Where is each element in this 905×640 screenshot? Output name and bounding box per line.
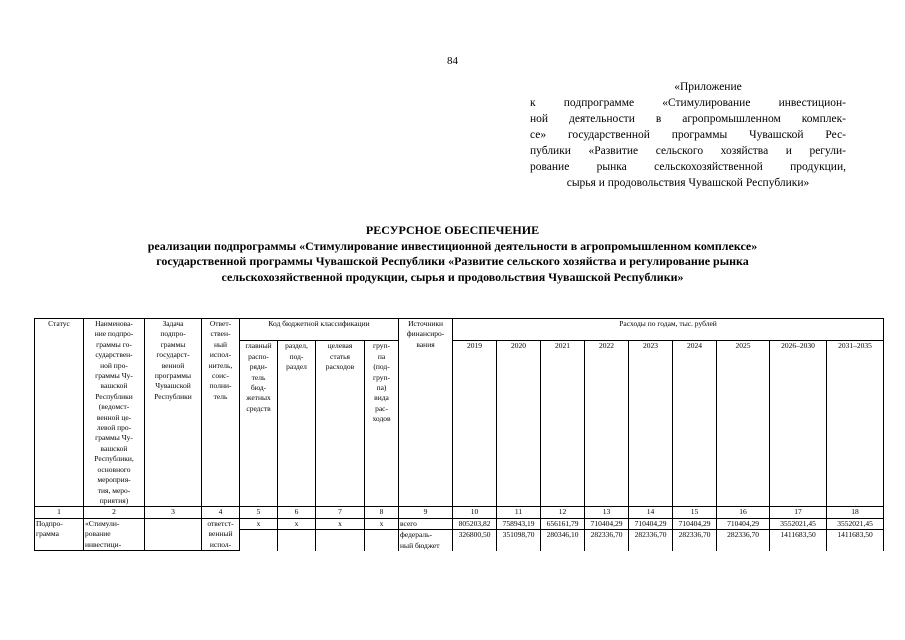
row-value: 351098,70 [497,530,541,551]
title-line: реализации подпрограммы «Стимулирование инвестиционной деятельности в агропромышленном комплексе» [147,238,758,253]
row-code [365,530,399,551]
header-code-gr: главный распо- ряди- тель бюд- жетных средств [240,341,278,507]
row-name: «Стимули- рование инвестици- [84,518,145,551]
appendix-line: к подпрограмме «Стимулирование инвестицион- [530,97,846,109]
column-numbers-row [35,507,884,518]
row-value: 710404,29 [673,518,717,529]
row-value: 1411683,50 [827,530,884,551]
appendix-note [530,79,846,191]
column-number: 8 [365,507,399,518]
column-number: 7 [316,507,365,518]
row-value: 710404,29 [717,518,770,529]
row-value: 805203,82 [453,518,497,529]
row-executor: ответст- венный испол- [202,518,240,551]
row-code [316,530,365,551]
document-title [0,223,905,285]
header-executor: Ответ- ствен- ный испол- нитель, соис- полни- тель [202,319,240,507]
column-number: 16 [717,507,770,518]
header-year: 2031–2035 [827,341,884,507]
row-source: всего [399,518,453,529]
column-number: 6 [278,507,316,518]
header-status: Статус [35,319,84,507]
column-number: 2 [84,507,145,518]
row-value: 282336,70 [673,530,717,551]
header-expenses: Расходы по годам, тыс. рублей [453,319,884,341]
header-year: 2023 [629,341,673,507]
title-line: РЕСУРСНОЕ ОБЕСПЕЧЕНИЕ [365,223,540,237]
table-row [35,518,884,529]
row-value: 710404,29 [629,518,673,529]
header-year: 2025 [717,341,770,507]
title-line: сельскохозяйственной продукции, сырья и продовольствия Чувашской Республики» [221,269,684,284]
row-value: 1411683,50 [770,530,827,551]
column-number: 9 [399,507,453,518]
row-code: х [278,518,316,529]
row-value: 710404,29 [585,518,629,529]
column-number: 14 [629,507,673,518]
appendix-line: «Приложение [674,81,742,93]
appendix-line: рование рынка сельскохозяйственной продукции, [530,161,846,173]
resource-table [34,318,884,551]
header-row [35,319,884,341]
column-number: 17 [770,507,827,518]
header-year: 2021 [541,341,585,507]
row-code [278,530,316,551]
header-task: Задача подпро- граммы государст- венной программы Чувашской Республики [145,319,202,507]
row-code: х [365,518,399,529]
header-budget-code: Код бюджетной классификации [240,319,399,341]
header-code-rz: раздел, под- раздел [278,341,316,507]
row-value: 326800,50 [453,530,497,551]
column-number: 1 [35,507,84,518]
header-year: 2020 [497,341,541,507]
column-number: 13 [585,507,629,518]
header-code-vr: груп- па (под- груп- па) вида рас- ходов [365,341,399,507]
row-value: 656161,79 [541,518,585,529]
row-value: 3552021,45 [827,518,884,529]
row-value: 282336,70 [717,530,770,551]
header-sources: Источники финансиро- вания [399,319,453,507]
row-value: 758943,19 [497,518,541,529]
column-number: 12 [541,507,585,518]
column-number: 15 [673,507,717,518]
row-code: х [240,518,278,529]
row-value: 3552021,45 [770,518,827,529]
column-number: 11 [497,507,541,518]
header-code-cs: целевая статья расходов [316,341,365,507]
row-value: 282336,70 [629,530,673,551]
column-number: 3 [145,507,202,518]
row-value: 282336,70 [585,530,629,551]
row-source: федераль- ный бюджет [399,530,453,551]
column-number: 10 [453,507,497,518]
appendix-line: ной деятельности в агропромышленном комплек- [530,113,846,125]
header-year: 2024 [673,341,717,507]
row-code [240,530,278,551]
column-number: 18 [827,507,884,518]
appendix-line: се» государственной программы Чувашской Рес- [530,129,846,141]
row-task [145,518,202,551]
column-number: 5 [240,507,278,518]
row-code: х [316,518,365,529]
row-value: 280346,10 [541,530,585,551]
appendix-line: публики «Развитие сельского хозяйства и регули- [530,145,846,157]
row-status: Подпро- грамма [35,518,84,551]
title-line: государственной программы Чувашской Республики «Развитие сельского хозяйства и регулирование рынка [156,254,749,268]
appendix-line: сырья и продовольствия Чувашской Республики» [566,177,810,189]
header-year: 2019 [453,341,497,507]
header-year: 2022 [585,341,629,507]
header-name: Наименова- ние подпро- граммы го- сударствен- ной про- граммы Чу- вашской Республики (ведомст- венной це- левой про- граммы Чу- вашской Республики, основного мероприя- тия, меро- приятия) [84,319,145,507]
header-year: 2026–2030 [770,341,827,507]
column-number: 4 [202,507,240,518]
page-number: 84 [447,55,458,67]
